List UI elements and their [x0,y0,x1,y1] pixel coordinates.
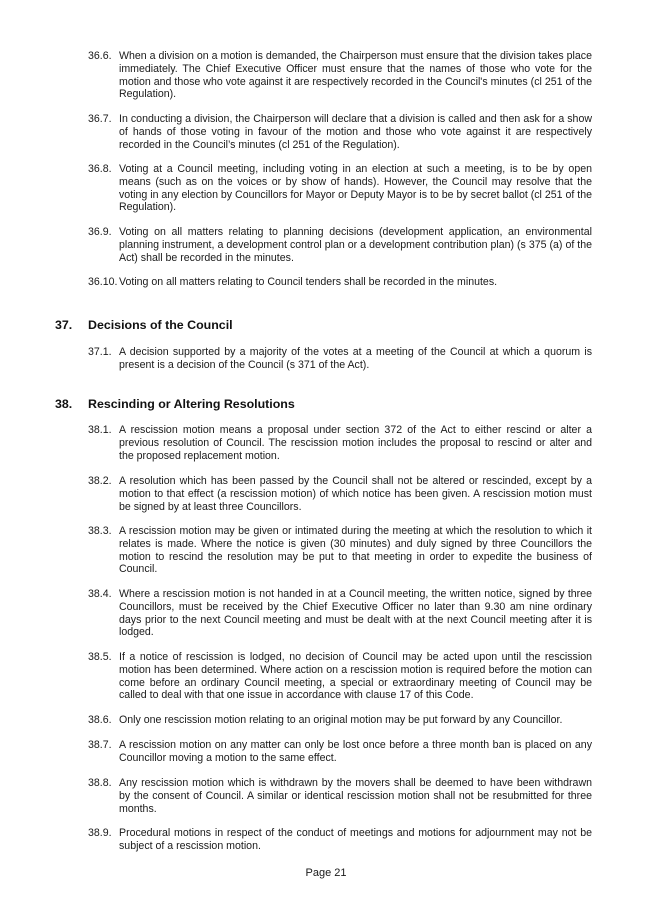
clause-36-10 [88,276,592,289]
clause-text: In conducting a division, the Chairperson will declare that a division is called and then ask for a show of hands of those voting in favour of the motion and those who vote against it are respectively recorded in the Council’s minutes (cl 251 of the Regulation). [119,113,592,151]
clause-38-7 [88,739,592,765]
clause-text: When a division on a motion is demanded, the Chairperson must ensure that the division takes place immediately. The Chief Executive Officer must ensure that the names of those who vote for the motion and those who vote against it are respectively recorded in the Council's minutes (cl 251 of the Regulation). [119,50,592,101]
section-heading-37 [55,318,233,332]
clause-38-8 [88,777,592,815]
clause-number: 38.5. [88,651,112,663]
clause-number: 38.8. [88,777,112,789]
clause-number: 38.2. [88,475,112,487]
clause-38-6 [88,714,592,727]
clause-number: 38.1. [88,424,112,436]
clause-text: Only one rescission motion relating to an original motion may be put forward by any Councillor. [119,714,563,726]
section-title: Decisions of the Council [88,318,233,332]
clause-36-6 [88,50,592,101]
clause-number: 36.6. [88,50,112,62]
clause-text: Voting on all matters relating to planning decisions (development application, an environmental planning instrument, a development control plan or a development contribution plan) (s 375 (a) of the Act) shall be recorded in the minutes. [119,226,592,264]
clause-number: 36.10. [88,276,118,288]
clause-38-5 [88,651,592,702]
clause-38-2 [88,475,592,513]
clause-38-3 [88,525,592,576]
section-heading-38 [55,397,295,411]
clause-number: 38.3. [88,525,112,537]
clause-text: A resolution which has been passed by the Council shall not be altered or rescinded, except by a motion to that effect (a rescission motion) of which notice has been given. A rescission motion must be signed by at least three Councillors. [119,475,592,513]
clause-36-7 [88,113,592,151]
clause-number: 36.7. [88,113,112,125]
clause-number: 38.9. [88,827,112,839]
clause-number: 36.9. [88,226,112,238]
clause-text: Voting at a Council meeting, including voting in an election at such a meeting, is to be by open means (such as on the voices or by show of hands). However, the Council may resolve that the voting in any election by Councillors for Mayor or Deputy Mayor is to be by secret ballot (cl 251 of the Regulation). [119,163,592,214]
clause-text: A rescission motion means a proposal under section 372 of the Act to either rescind or alter a previous resolution of Council. The rescission motion includes the proposal to rescind or alter and the proposed replacement motion. [119,424,592,462]
clause-37-1 [88,346,592,372]
clause-text: Where a rescission motion is not handed in at a Council meeting, the written notice, signed by three Councillors, must be received by the Chief Executive Officer no later than 9.30 am nine ordinary days prior to the next Council meeting and must be dealt with at the next Council meeting after it is lodged. [119,588,592,639]
clause-number: 37.1. [88,346,112,358]
clause-text: Any rescission motion which is withdrawn by the movers shall be deemed to have been withdrawn by the consent of Council. A similar or identical rescission motion shall not be resubmitted for three months. [119,777,592,815]
clause-number: 36.8. [88,163,112,175]
clause-text: Procedural motions in respect of the conduct of meetings and motions for adjournment may not be subject of a rescission motion. [119,827,592,852]
clause-38-9 [88,827,592,853]
clause-text: A rescission motion on any matter can only be lost once before a three month ban is placed on any Councillor moving a motion to the same effect. [119,739,592,764]
section-title: Rescinding or Altering Resolutions [88,397,295,411]
clause-number: 38.7. [88,739,112,751]
section-number: 38. [55,397,73,411]
page-number: Page 21 [305,867,347,879]
clause-text: A rescission motion may be given or intimated during the meeting at which the resolution to which it relates is made. Where the notice is given (30 minutes) and duly signed by three Councillors the motion to rescind the resolution may be put to that meeting in order to expedite the business of Council. [119,525,592,576]
clause-number: 38.6. [88,714,112,726]
clause-36-8 [88,163,592,214]
clause-text: Voting on all matters relating to Council tenders shall be recorded in the minutes. [119,276,498,288]
clause-36-9 [88,226,592,264]
clause-text: If a notice of rescission is lodged, no decision of Council may be acted upon until the rescission motion has been determined. Where action on a rescission motion is required before the motion can come before an ordinary Council meeting, a special or extraordinary meeting of Council may be called to deal with that one issue in accordance with clause 17 of this Code. [119,651,592,702]
section-number: 37. [55,318,73,332]
clause-number: 38.4. [88,588,112,600]
clause-text: A decision supported by a majority of the votes at a meeting of the Council at which a quorum is present is a decision of the Council (s 371 of the Act). [119,346,592,371]
clause-38-4 [88,588,592,639]
clause-38-1 [88,424,592,462]
